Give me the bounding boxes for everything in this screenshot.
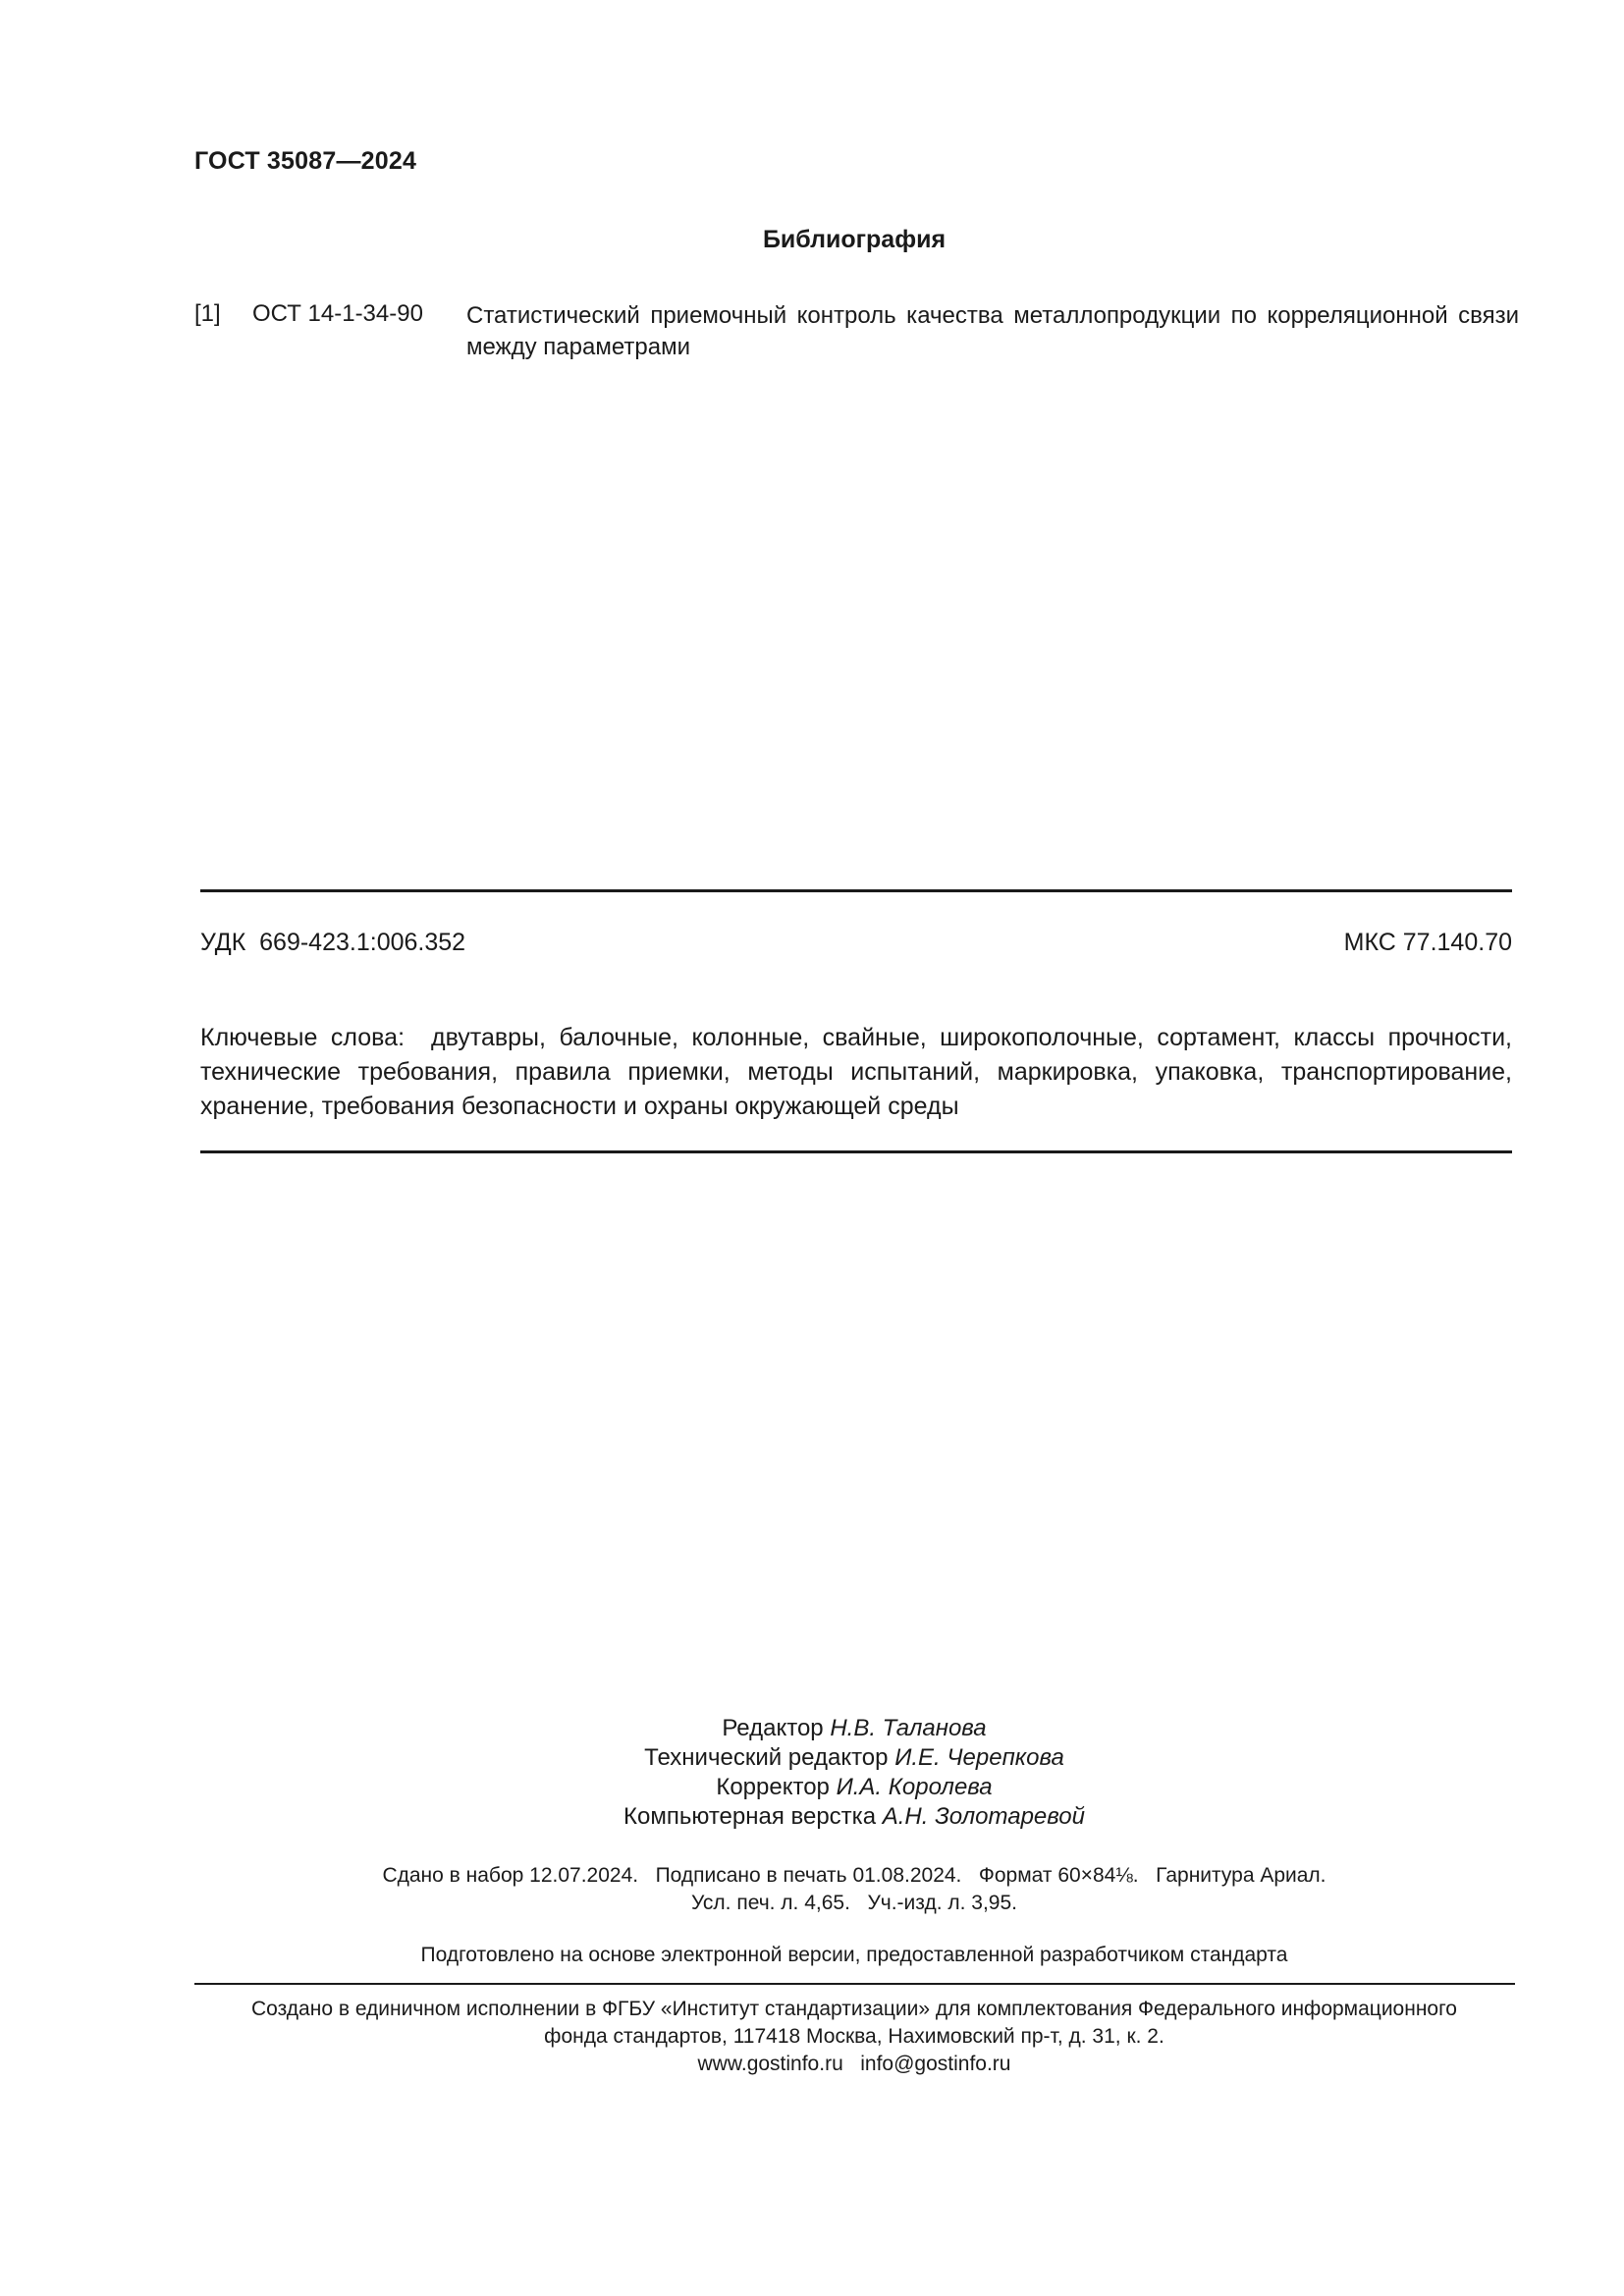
reference-title: Статистический приемочный контроль качества металлопродукции по корреляционной связи между параметрами: [466, 302, 1519, 360]
divider-bottom: [200, 1150, 1512, 1153]
editor-name: И.А. Королева: [836, 1774, 993, 1800]
document-code: ГОСТ 35087—2024: [194, 147, 417, 175]
editor-line: [0, 1743, 1624, 1773]
mks-code: МКС 77.140.70: [1343, 929, 1512, 956]
editor-line: [0, 1714, 1624, 1743]
keywords-text: двутавры, балочные, колонные, свайные, широкополочные, сортамент, классы прочности, технические требования, правила приемки, методы испытаний, маркировка, упаковка, транспортирование, хранение, требования безопасности и охраны окружающей среды: [200, 1024, 1512, 1120]
publisher-line: Создано в единичном исполнении в ФГБУ «Институт стандартизации» для комплектования Федерального информационного: [251, 1998, 1457, 2020]
keywords-block: [200, 1021, 1512, 1124]
divider-top: [200, 889, 1512, 892]
divider-footer: [194, 1983, 1515, 1985]
bibliography-heading: Библиография: [762, 226, 947, 253]
print-info-line: Сдано в набор 12.07.2024. Подписано в печать 01.08.2024. Формат 60×84⅛. Гарнитура Ариал.: [382, 1864, 1326, 1887]
print-info: [0, 1862, 1624, 1917]
prepared-note: Подготовлено на основе электронной версии, предоставленной разработчиком стандарта: [420, 1944, 1288, 1966]
udk-code: УДК 669-423.1:006.352: [200, 929, 466, 956]
reference-number: [1]: [194, 300, 221, 327]
editor-line: [0, 1802, 1624, 1832]
editor-role: Редактор: [722, 1715, 824, 1741]
publisher-contacts: www.gostinfo.ru info@gostinfo.ru: [697, 2053, 1011, 2075]
publisher-info: [0, 1996, 1624, 2078]
print-info-line: Усл. печ. л. 4,65. Уч.-изд. л. 3,95.: [690, 1892, 1017, 1914]
editor-name: И.Е. Черепкова: [894, 1744, 1064, 1771]
editor-line: [0, 1773, 1624, 1802]
editors-list: [0, 1714, 1624, 1832]
keywords-label: Ключевые слова:: [200, 1024, 406, 1051]
editor-role: Компьютерная верстка: [623, 1803, 877, 1830]
publisher-line: фонда стандартов, 117418 Москва, Нахимовский пр-т, д. 31, к. 2.: [544, 2025, 1164, 2048]
reference-code: ОСТ 14-1-34-90: [252, 300, 423, 327]
editor-name: А.Н. Золотаревой: [882, 1803, 1085, 1830]
editor-name: Н.В. Таланова: [830, 1715, 987, 1741]
editor-role: Корректор: [716, 1774, 830, 1800]
editor-role: Технический редактор: [644, 1744, 889, 1771]
